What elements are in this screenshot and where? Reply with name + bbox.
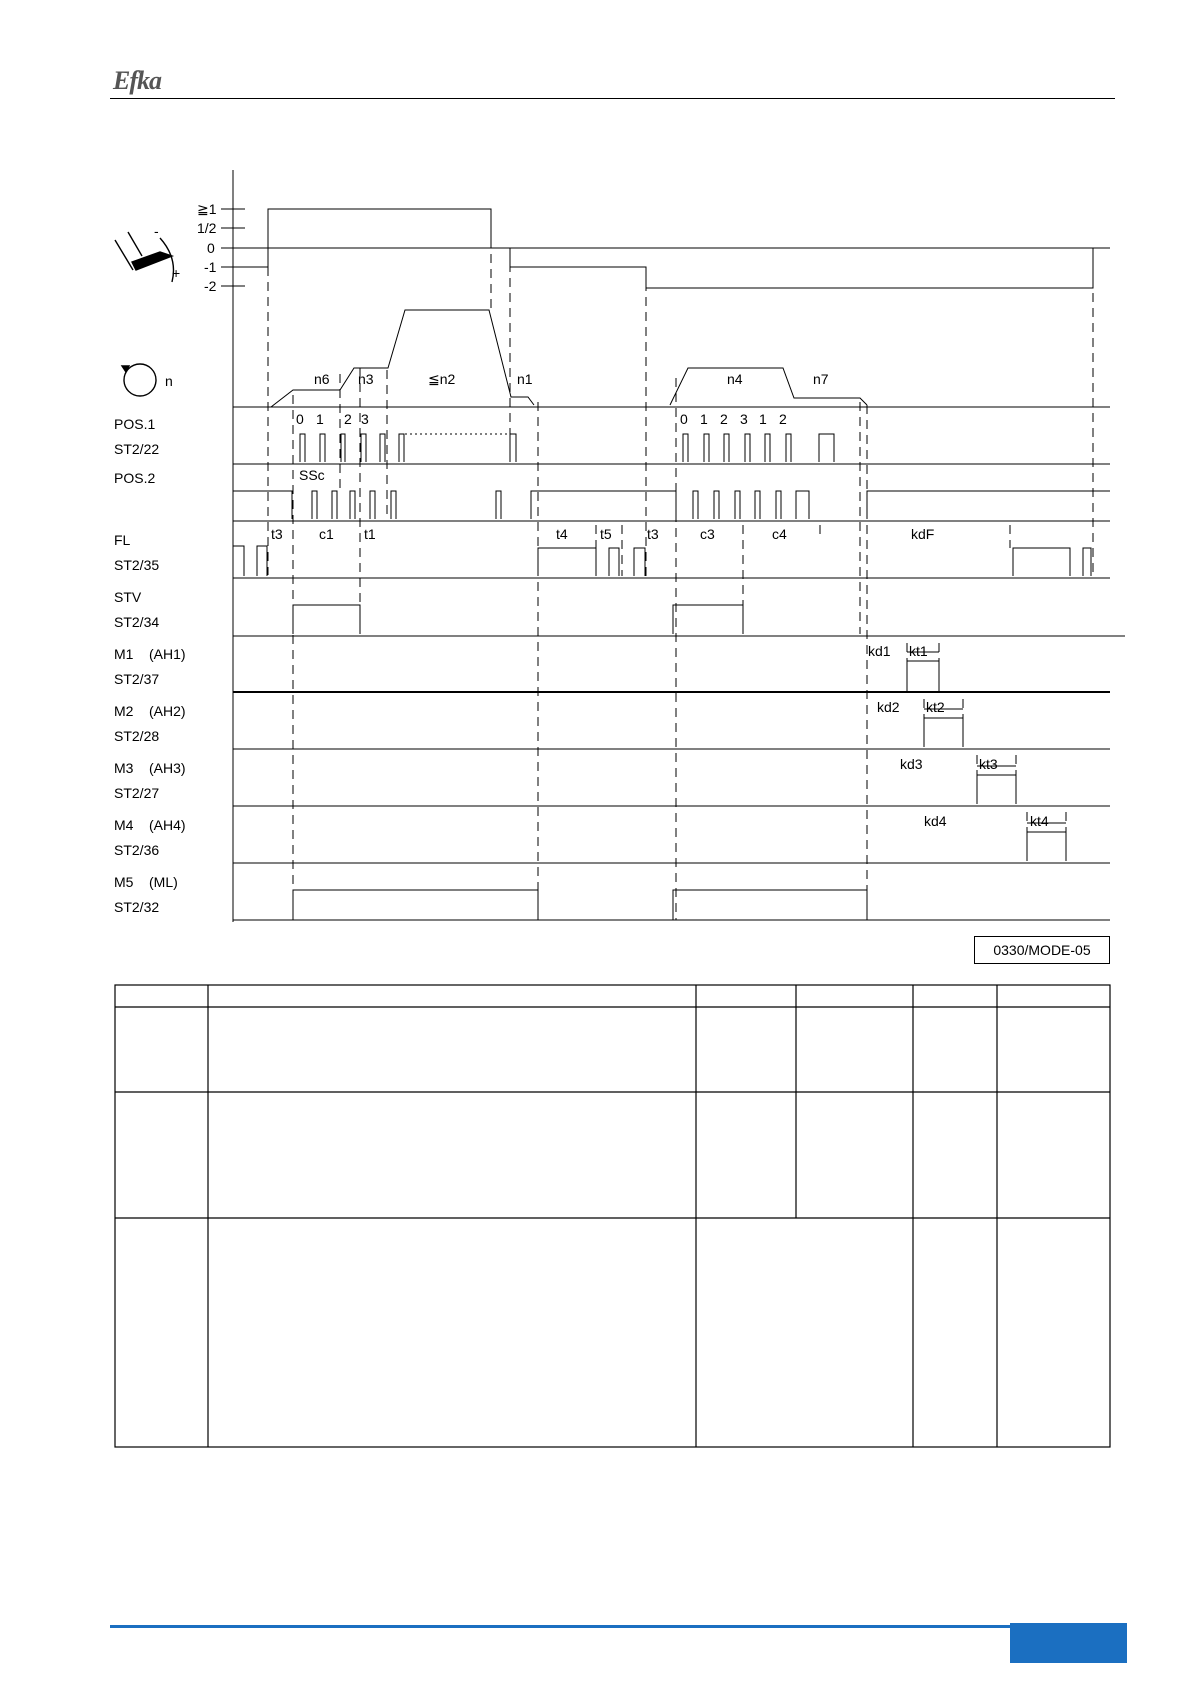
pos1-count: 0: [296, 411, 304, 427]
pos1-count: 2: [344, 411, 352, 427]
pedal-level-label: -2: [204, 278, 217, 294]
pos1-count: 3: [361, 411, 369, 427]
pedal-plus-sign: +: [172, 265, 181, 281]
pos2-ssc-label: SSc: [299, 467, 325, 483]
relay-label: kd1: [868, 643, 891, 659]
fl-phase-label: c3: [700, 526, 715, 542]
speed-phase-label: n1: [517, 371, 533, 387]
row-label: POS.2: [114, 470, 156, 486]
speed-phase-label: ≦n2: [428, 371, 456, 387]
row-label: M5 (ML): [114, 874, 178, 890]
fl-phase-label: t5: [600, 526, 612, 542]
row-label: ST2/36: [114, 842, 160, 858]
pos1-count: 3: [740, 411, 748, 427]
row-label: POS.1: [114, 416, 156, 432]
row-label: STV: [114, 589, 142, 605]
relay-label: kd2: [877, 699, 900, 715]
row-label: ST2/28: [114, 728, 160, 744]
row-label: M4 (AH4): [114, 817, 186, 833]
pos1-count: 0: [680, 411, 688, 427]
relay-label: kt4: [1030, 813, 1049, 829]
speed-phase-label: n3: [358, 371, 374, 387]
relay-label: kd4: [924, 813, 947, 829]
pedal-level-label: 1/2: [197, 220, 217, 236]
pos1-count: 1: [759, 411, 767, 427]
row-label: ST2/37: [114, 671, 160, 687]
relay-label: kt2: [926, 699, 945, 715]
row-label: M2 (AH2): [114, 703, 186, 719]
efka-logo: Efka: [113, 66, 161, 95]
footer-page-block: [1010, 1623, 1127, 1663]
speed-label: n: [165, 373, 173, 389]
row-label: ST2/34: [114, 614, 160, 630]
row-label: ST2/27: [114, 785, 160, 801]
speed-phase-label: n4: [727, 371, 743, 387]
pedal-level-label: -1: [204, 259, 217, 275]
pedal-level-label: 0: [207, 240, 215, 256]
relay-label: kt3: [979, 756, 998, 772]
row-label: ST2/32: [114, 899, 160, 915]
pos1-count: 1: [700, 411, 708, 427]
pedal-minus-sign: -: [154, 223, 159, 239]
fl-phase-label: t3: [647, 526, 659, 542]
fl-phase-label: c1: [319, 526, 334, 542]
row-label: M1 (AH1): [114, 646, 186, 662]
fl-phase-label: c4: [772, 526, 787, 542]
speed-phase-label: n7: [813, 371, 829, 387]
speed-phase-label: n6: [314, 371, 330, 387]
diagram-reference: 0330/MODE-05: [974, 936, 1110, 964]
fl-phase-label: kdF: [911, 526, 935, 542]
fl-phase-label: t4: [556, 526, 568, 542]
pos1-count: 1: [316, 411, 324, 427]
fl-phase-label: t1: [364, 526, 376, 542]
row-label: M3 (AH3): [114, 760, 186, 776]
pos1-count: 2: [779, 411, 787, 427]
row-label: ST2/22: [114, 441, 160, 457]
row-label: FL: [114, 532, 131, 548]
relay-label: kd3: [900, 756, 923, 772]
row-label: ST2/35: [114, 557, 160, 573]
fl-phase-label: t3: [271, 526, 283, 542]
footer-accent-line: [110, 1625, 1010, 1628]
pedal-level-label: ≧1: [197, 201, 217, 217]
relay-label: kt1: [909, 643, 928, 659]
pos1-count: 2: [720, 411, 728, 427]
